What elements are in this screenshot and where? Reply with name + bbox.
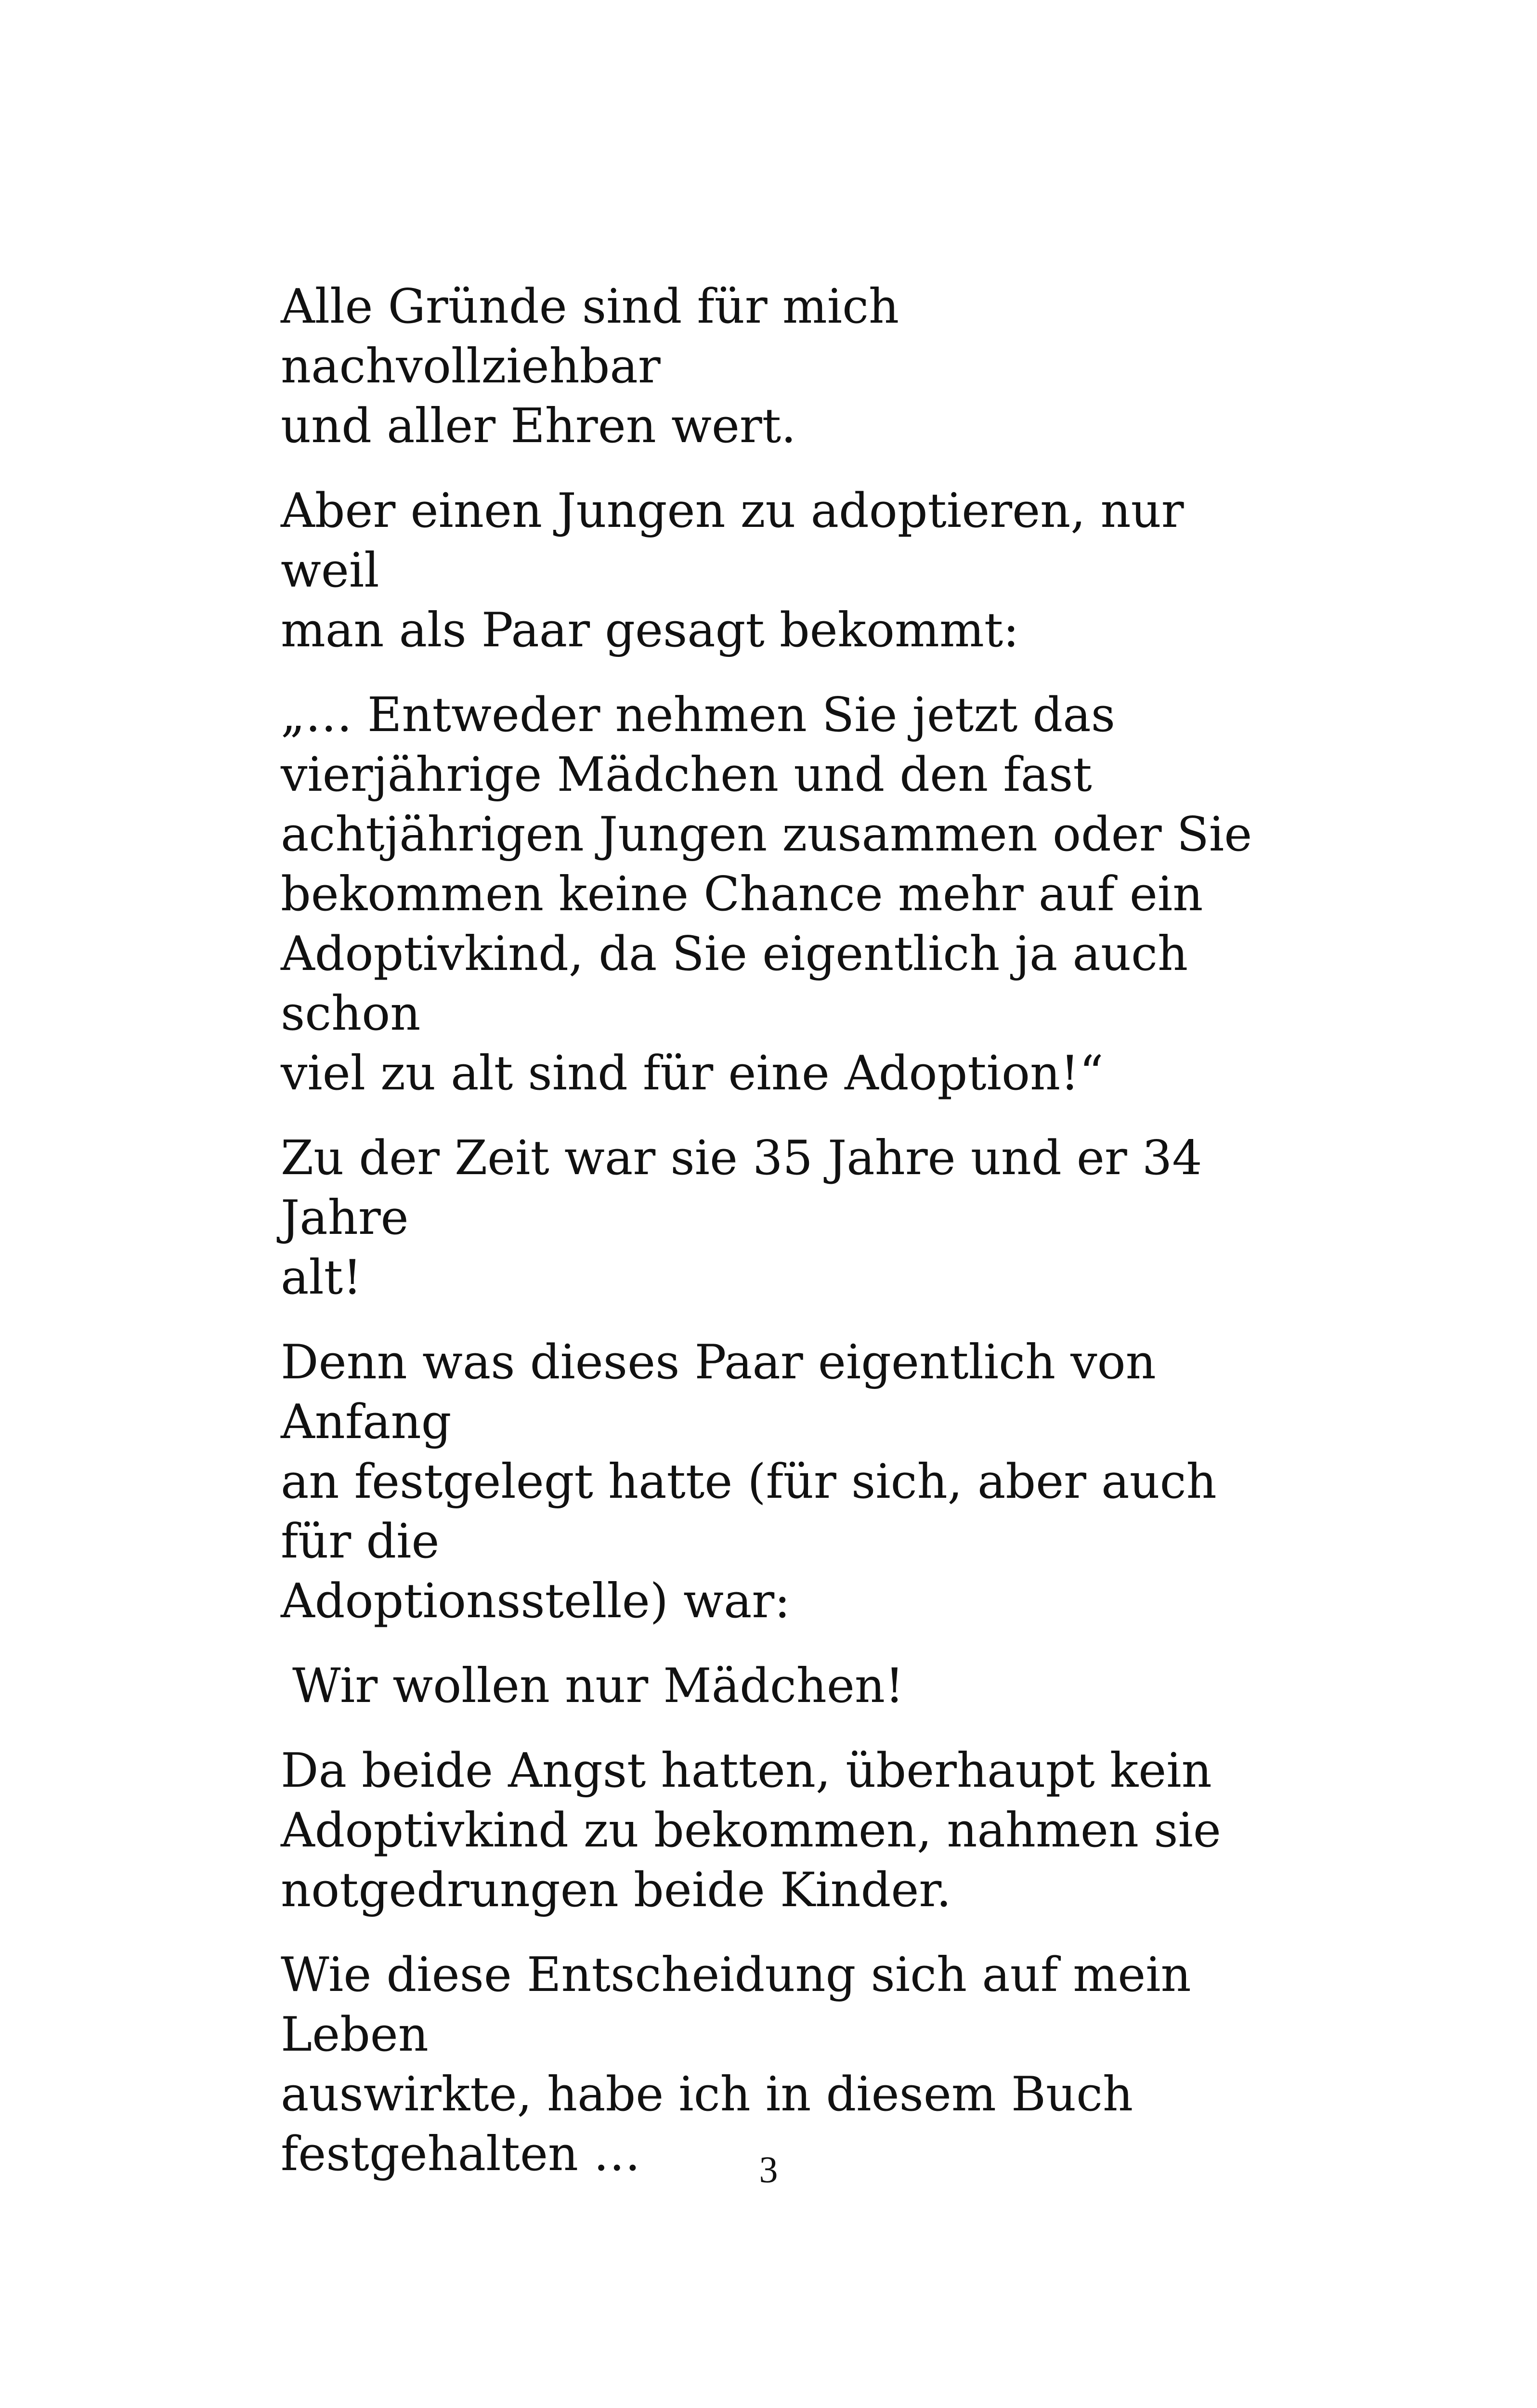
paragraph-both-children: Da beide Angst hatten, überhaupt kein Adoptivkind zu bekommen, nahmen sie notgedrungen beide Kinder. bbox=[281, 1743, 1221, 1918]
body-text bbox=[281, 277, 1292, 2209]
paragraph-adopt-boy: Aber einen Jungen zu adoptieren, nur weil man als Paar gesagt bekommt: bbox=[281, 484, 1184, 658]
paragraph-book-intro: Wie diese Entscheidung sich auf mein Leben auswirkte, habe ich in diesem Buch festgehalten … bbox=[281, 1948, 1191, 2182]
paragraph-reasons: Alle Gründe sind für mich nachvollziehbar und aller Ehren wert. bbox=[281, 279, 899, 454]
paragraph-quote: „… Entweder nehmen Sie jetzt das vierjährige Mädchen und den fast achtjährigen Jungen zusammen oder Sie bekommen keine Chance mehr auf ein Adoptivkind, da Sie eigentlich ja auch schon viel zu alt sind für eine Adoption!“ bbox=[281, 688, 1252, 1101]
page-number: 3 bbox=[759, 2148, 778, 2190]
paragraph-ages: Zu der Zeit war sie 35 Jahre und er 34 Jahre alt! bbox=[281, 1131, 1202, 1305]
paragraph-only-girls: Wir wollen nur Mädchen! bbox=[292, 1659, 904, 1714]
paragraph-agreement: Denn was dieses Paar eigentlich von Anfang an festgelegt hatte (für sich, aber auch für die Adoptionsstelle) war: bbox=[281, 1335, 1217, 1629]
